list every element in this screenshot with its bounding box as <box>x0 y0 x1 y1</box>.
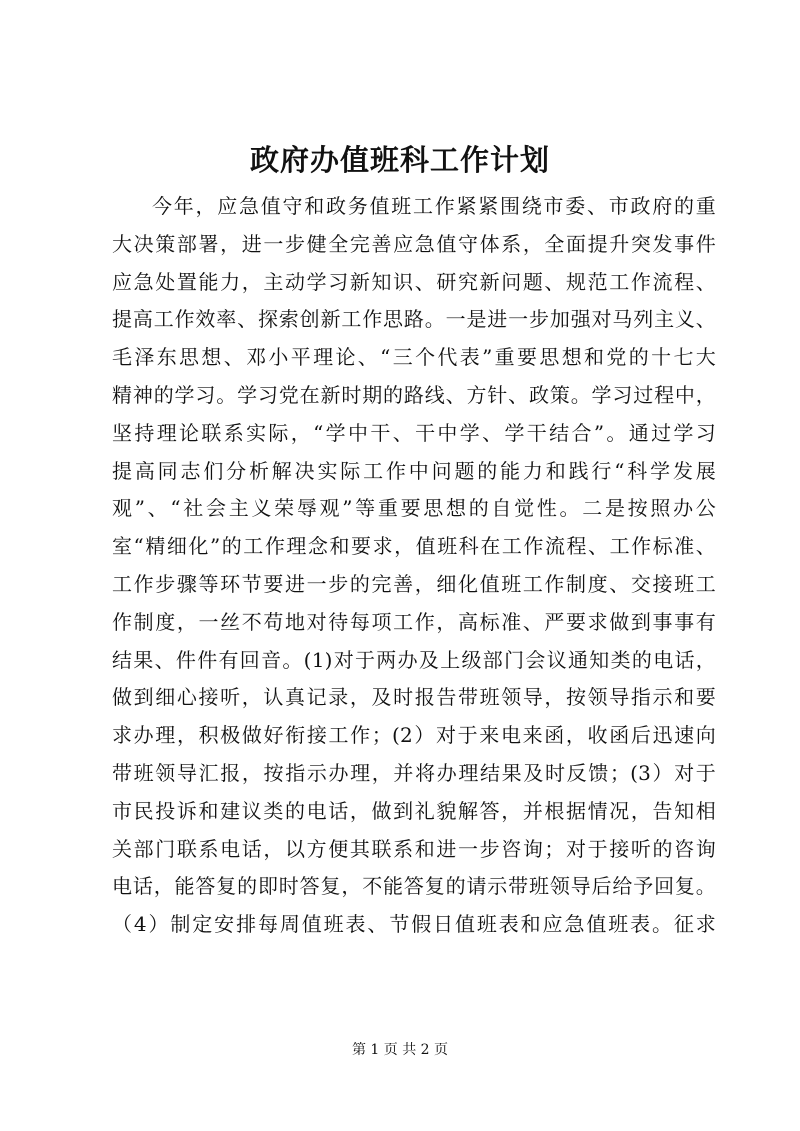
body-line: 关部门联系电话，以方便其联系和进一步咨询；对于接听的咨询 <box>112 836 716 861</box>
page-footer: 第 1 页 共 2 页 <box>351 1042 449 1058</box>
body-line: 市民投诉和建议类的电话，做到礼貌解答，并根据情况，告知相 <box>112 798 716 823</box>
body-line: 今年，应急值守和政务值班工作紧紧围绕市委、市政府的重 <box>152 194 716 218</box>
document-title: 政府办值班科工作计划 <box>249 143 550 177</box>
body-line: 提高同志们分析解决实际工作中问题的能力和践行“科学发展 <box>112 458 716 483</box>
body-line: 电话，能答复的即时答复，不能答复的请示带班领导后给予回复。 <box>112 874 716 899</box>
body-line: 精神的学习。学习党在新时期的路线、方针、政策。学习过程中， <box>112 382 716 407</box>
body-line: 观”、“社会主义荣辱观”等重要思想的自觉性。二是按照办公 <box>112 496 716 521</box>
body-line: 结果、件件有回音。(1)对于两办及上级部门会议通知类的电话， <box>112 647 716 672</box>
body-line: 做到细心接听，认真记录，及时报告带班领导，按领导指示和要 <box>112 685 716 710</box>
body-line: 坚持理论联系实际，“学中干、干中学、学干结合”。通过学习 <box>112 420 716 445</box>
body-line: 室“精细化”的工作理念和要求，值班科在工作流程、工作标准、 <box>112 534 716 559</box>
body-line: 大决策部署，进一步健全完善应急值守体系，全面提升突发事件 <box>112 231 716 256</box>
body-line: 应急处置能力，主动学习新知识、研究新问题、规范工作流程、 <box>112 269 716 294</box>
document-body <box>112 188 716 944</box>
body-line: 工作步骤等环节要进一步的完善，细化值班工作制度、交接班工 <box>112 571 716 596</box>
body-line: 求办理，积极做好衔接工作；(2）对于来电来函，收函后迅速向 <box>112 723 716 748</box>
body-line: （4）制定安排每周值班表、节假日值班表和应急值班表。征求 <box>112 912 716 937</box>
body-line: 毛泽东思想、邓小平理论、“三个代表”重要思想和党的十七大 <box>112 345 716 370</box>
body-line: 带班领导汇报，按指示办理，并将办理结果及时反馈；(3）对于 <box>112 760 716 785</box>
body-line: 作制度，一丝不苟地对待每项工作，高标准、严要求做到事事有 <box>112 609 716 634</box>
body-line: 提高工作效率、探索创新工作思路。一是进一步加强对马列主义、 <box>112 307 716 332</box>
